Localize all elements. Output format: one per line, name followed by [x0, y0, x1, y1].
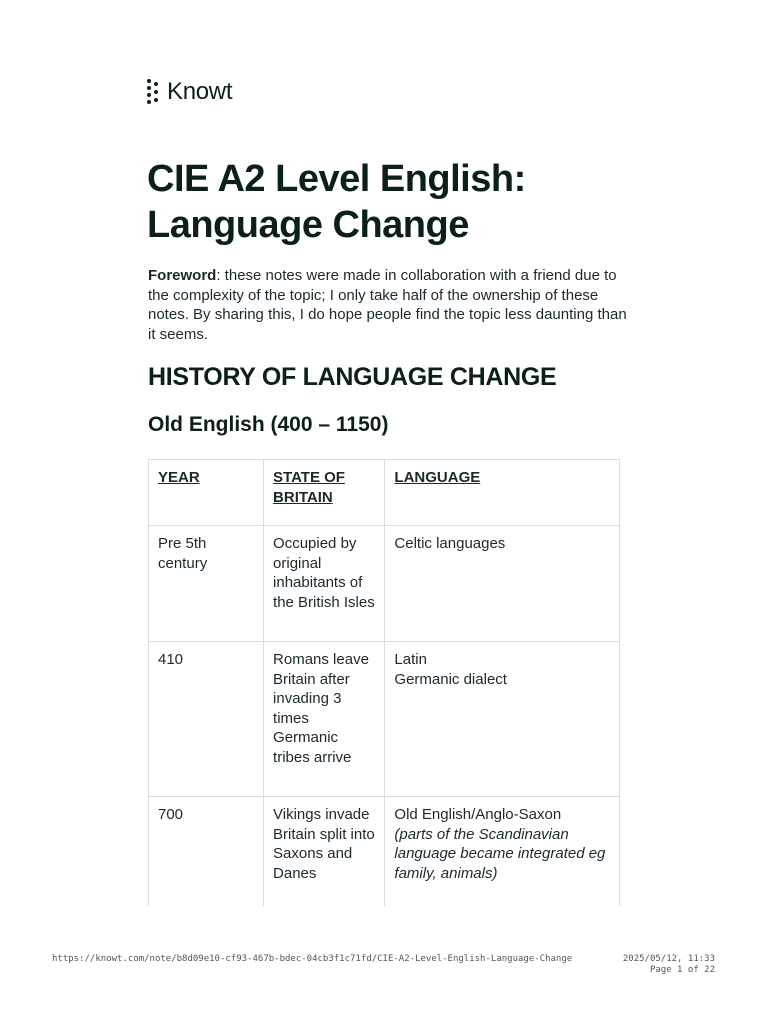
table-row: [149, 526, 620, 642]
subsection-heading: Old English (400 – 1150): [148, 413, 389, 436]
logo-text: Knowt: [167, 78, 233, 105]
table-header-row: [149, 460, 620, 526]
title-line-1: CIE A2 Level English:: [147, 158, 526, 200]
foreword-text: : these notes were made in collaboration with a friend due to the complexity of the topic; I only take half of the ownership of these notes. By sharing this, I do hope people find the topic less daunting than it seems.: [148, 267, 627, 343]
header-state: STATE OF BRITAIN: [264, 460, 385, 526]
foreword-label: Foreword: [148, 267, 217, 284]
footer-url: https://knowt.com/note/b8d09e10-cf93-467b-bdec-04cb3f1c71fd/CIE-A2-Level-English-Language-Change: [52, 954, 573, 964]
language-line: Old English/Anglo-Saxon: [394, 806, 562, 823]
language-line: Celtic languages: [394, 535, 506, 552]
footer-page-number: Page 1 of 22: [649, 965, 715, 975]
foreword-paragraph: [148, 266, 628, 344]
header-year: YEAR: [149, 460, 264, 526]
knowt-logo-icon: [147, 79, 161, 105]
cell-language: [385, 797, 620, 907]
cell-state: Romans leave Britain after invading 3 times Germanic tribes arrive: [264, 642, 385, 797]
table-row: [149, 797, 620, 907]
language-line: Latin: [394, 651, 427, 668]
cell-state: Vikings invade Britain split into Saxons and Danes: [264, 797, 385, 907]
footer-meta: [623, 954, 715, 976]
cell-language: [385, 642, 620, 797]
page-title: [147, 156, 647, 248]
timeline-table-container: [148, 459, 620, 906]
footer-datetime: 2025/05/12, 11:33: [622, 954, 715, 964]
title-line-2: Language Change: [147, 204, 469, 246]
cell-year: 700: [149, 797, 264, 907]
header-language: LANGUAGE: [385, 460, 620, 526]
table-row: [149, 642, 620, 797]
language-line: Germanic dialect: [394, 670, 507, 688]
cell-year: Pre 5th century: [149, 526, 264, 642]
section-heading: HISTORY OF LANGUAGE CHANGE: [148, 363, 557, 391]
knowt-logo: [147, 79, 232, 105]
cell-language: [385, 526, 620, 642]
timeline-table: [148, 459, 620, 906]
cell-year: 410: [149, 642, 264, 797]
cell-state: Occupied by original inhabitants of the British Isles: [264, 526, 385, 642]
language-note: (parts of the Scandinavian language became integrated eg family, animals): [394, 825, 606, 882]
